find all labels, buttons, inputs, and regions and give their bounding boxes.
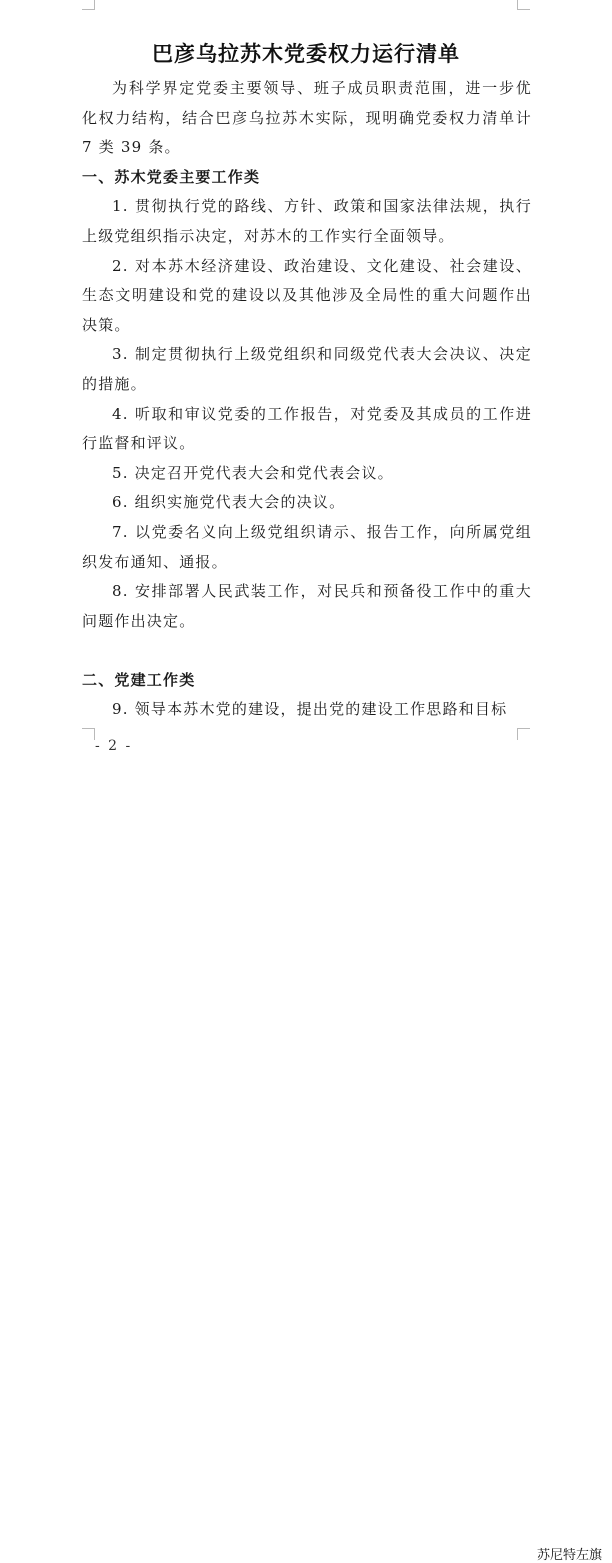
crop-mark-top-left-horizontal	[82, 9, 95, 10]
crop-mark-top-right-horizontal	[517, 9, 530, 10]
list-item-2: 2. 对本苏木经济建设、政治建设、文化建设、社会建设、生态文明建设和党的建设以及其他涉及全局性的重大问题作出决策。	[82, 256, 532, 334]
list-item-9: 9. 领导本苏木党的建设，提出党的建设工作思路和目标	[112, 700, 508, 719]
list-item-3: 3. 制定贯彻执行上级党组织和同级党代表大会决议、决定的措施。	[82, 345, 532, 393]
list-item-1: 1. 贯彻执行党的路线、方针、政策和国家法律法规，执行上级党组织指示决定，对苏木的工作实行全面领导。	[82, 197, 532, 245]
footer-bar	[0, 770, 612, 1563]
intro-paragraph: 为科学界定党委主要领导、班子成员职责范围，进一步优化权力结构，结合巴彦乌拉苏木实际，现明确党委权力清单计 7 类 39 条。	[82, 79, 532, 157]
section-heading-1: 一、苏木党委主要工作类	[82, 167, 261, 186]
document-body	[82, 74, 532, 725]
page-number: - 2 -	[95, 738, 133, 754]
list-item-7: 7. 以党委名义向上级党组织请示、报告工作，向所属党组织发布通知、通报。	[82, 522, 532, 571]
list-item-5: 5. 决定召开党代表大会和党代表会议。	[112, 463, 394, 482]
crop-mark-top-right-vertical	[517, 0, 518, 9]
crop-mark-bottom-right-horizontal	[517, 728, 530, 729]
crop-mark-bottom-right-vertical	[517, 728, 518, 740]
list-item-4: 4. 听取和审议党委的工作报告，对党委及其成员的工作进行监督和评议。	[82, 404, 532, 453]
section-heading-2: 二、党建工作类	[82, 670, 196, 689]
crop-mark-top-left-vertical	[94, 0, 95, 9]
list-item-6: 6. 组织实施党代表大会的决议。	[112, 493, 346, 512]
list-item-8: 8. 安排部署人民武装工作，对民兵和预备役工作中的重大问题作出决定。	[82, 582, 532, 630]
document-title: 巴彦乌拉苏木党委权力运行清单	[152, 42, 460, 66]
document-page	[0, 0, 612, 770]
region-label: 苏尼特左旗	[536, 1548, 602, 1563]
crop-mark-bottom-left-horizontal	[82, 728, 95, 729]
